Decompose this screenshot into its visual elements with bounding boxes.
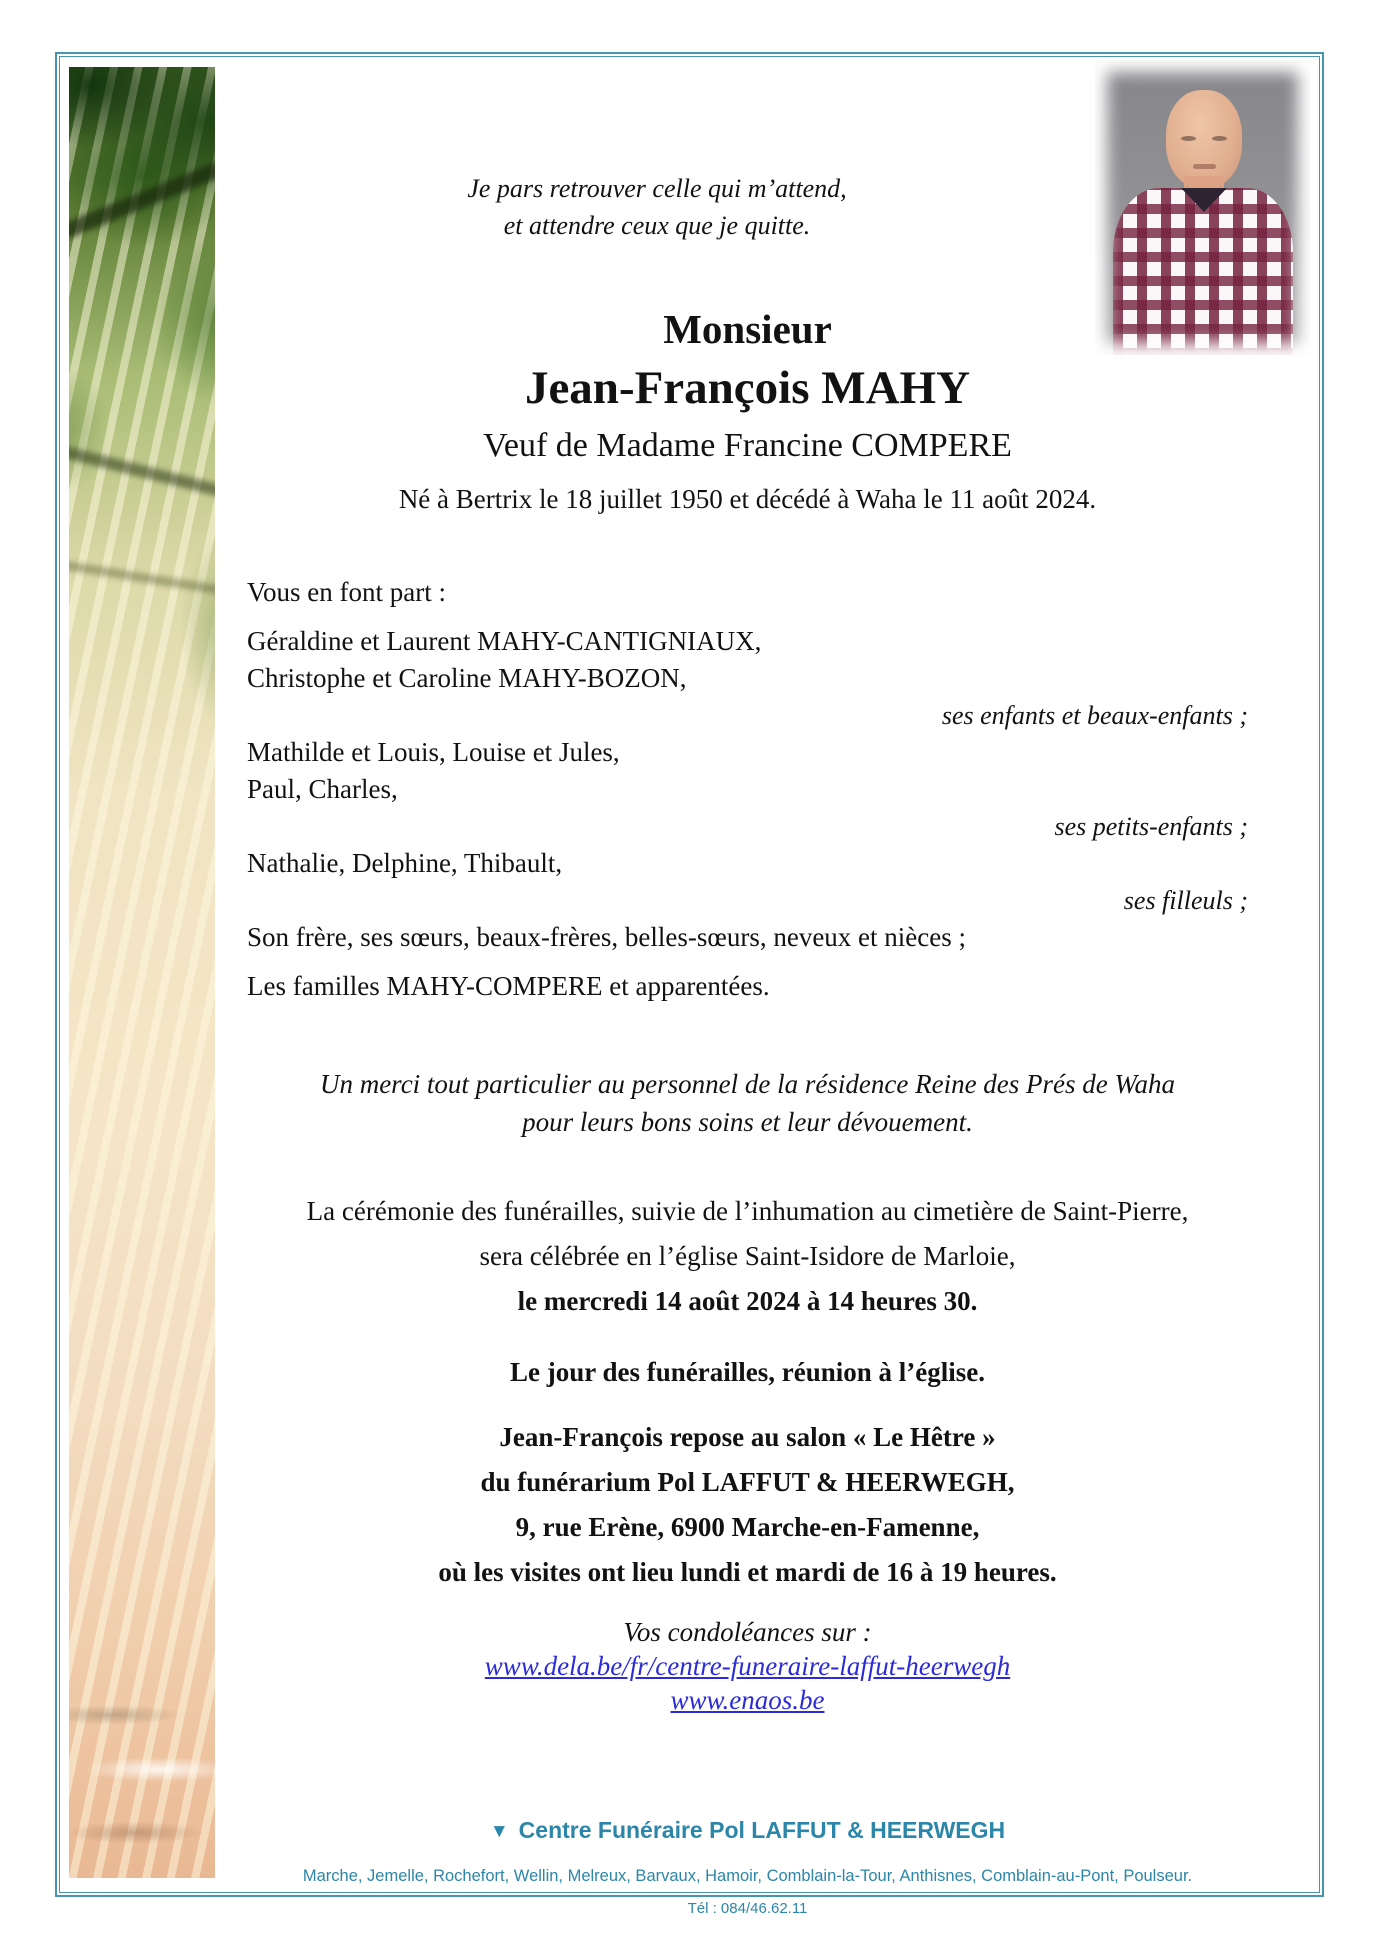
thanks-paragraph [247,1065,1248,1141]
funeral-home-line: du funérarium Pol LAFFUT & HEERWEGH, [480,1467,1015,1497]
condolence-link-enaos[interactable]: www.enaos.be [670,1685,825,1715]
footer-phone-line: Tél : 084/46.62.11 [687,1900,808,1917]
epigraph-line: et attendre ceux que je quitte. [503,211,811,240]
ceremony-line: La cérémonie des funérailles, suivie de l’inhumation au cimetière de Saint-Pierre, [306,1196,1189,1226]
relation-label: ses enfants et beaux-enfants ; [941,701,1248,730]
funeral-address-line: 9, rue Erène, 6900 Marche-en-Famenne, [515,1512,980,1542]
family-name-line: Nathalie, Delphine, Thibault, [247,848,563,878]
tree-branch-decoration [69,150,215,240]
family-name-line: Christophe et Caroline MAHY-BOZON, [247,663,687,693]
widower-line: Veuf de Madame Francine COMPERE [483,427,1012,464]
thanks-line: Un merci tout particulier au personnel de la résidence Reine des Prés de Waha [319,1069,1176,1099]
siblings-line: Son frère, ses sœurs, beaux-frères, belles-sœurs, neveux et nièces ; [247,922,967,952]
footer-company-name: Centre Funéraire Pol LAFFUT & HEERWEGH [518,1817,1006,1843]
funeral-home-footer [247,1815,1248,1919]
life-dates-line: Né à Bertrix le 18 juillet 1950 et décédé à Waha le 11 août 2024. [398,484,1097,514]
tree-branch-decoration [69,443,215,503]
deceased-civility: Monsieur [663,306,832,352]
deceased-title-block [247,302,1248,524]
condolences-intro: Vos condoléances sur : [623,1617,872,1647]
relation-label: ses petits-enfants ; [1054,812,1248,841]
footer-company-line [247,1815,1248,1847]
ceremony-line: sera célébrée en l’église Saint-Isidore de Marloie, [479,1241,1016,1271]
condolence-link-dela[interactable]: www.dela.be/fr/centre-funeraire-laffut-heerwegh [484,1651,1011,1681]
tree-branch-decoration [69,560,215,599]
family-group-grandchildren [247,734,1248,845]
footer-locations-line: Marche, Jemelle, Rochefort, Wellin, Melreux, Barvaux, Hamoir, Comblain-la-Tour, Anthisnes, Comblain-au-Pont, Poulseur. [302,1867,1193,1885]
family-group-godchildren [247,845,1248,919]
condolences-section [247,1615,1248,1717]
funeral-visits-line: où les visites ont lieu lundi et mardi de 16 à 19 heures. [438,1557,1057,1587]
epigraph [247,170,1067,244]
announcement-intro: Vous en font part : [247,577,446,607]
thanks-line: pour leurs bons soins et leur dévouement. [522,1107,973,1137]
family-group-children [247,623,1248,734]
epigraph-line: Je pars retrouver celle qui m’attend, [467,174,847,203]
ceremony-date-line: le mercredi 14 août 2024 à 14 heures 30. [517,1286,978,1316]
family-name-line: Paul, Charles, [247,774,398,804]
families-line: Les familles MAHY-COMPERE et apparentées. [247,971,770,1001]
deceased-name: Jean-François MAHY [524,362,971,414]
triangle-down-icon: ▼ [489,1821,509,1842]
relation-label: ses filleuls ; [1123,886,1248,915]
funeral-salon-line: Jean-François repose au salon « Le Hêtre » [499,1422,996,1452]
ceremony-meeting-line: Le jour des funérailles, réunion à l’église. [510,1357,985,1387]
family-section [247,574,1248,1005]
family-name-line: Géraldine et Laurent MAHY-CANTIGNIAUX, [247,626,762,656]
ceremony-section [247,1189,1248,1595]
family-name-line: Mathilde et Louis, Louise et Jules, [247,737,620,767]
forest-path-photo [69,67,215,1878]
announcement-content [247,0,1248,1919]
